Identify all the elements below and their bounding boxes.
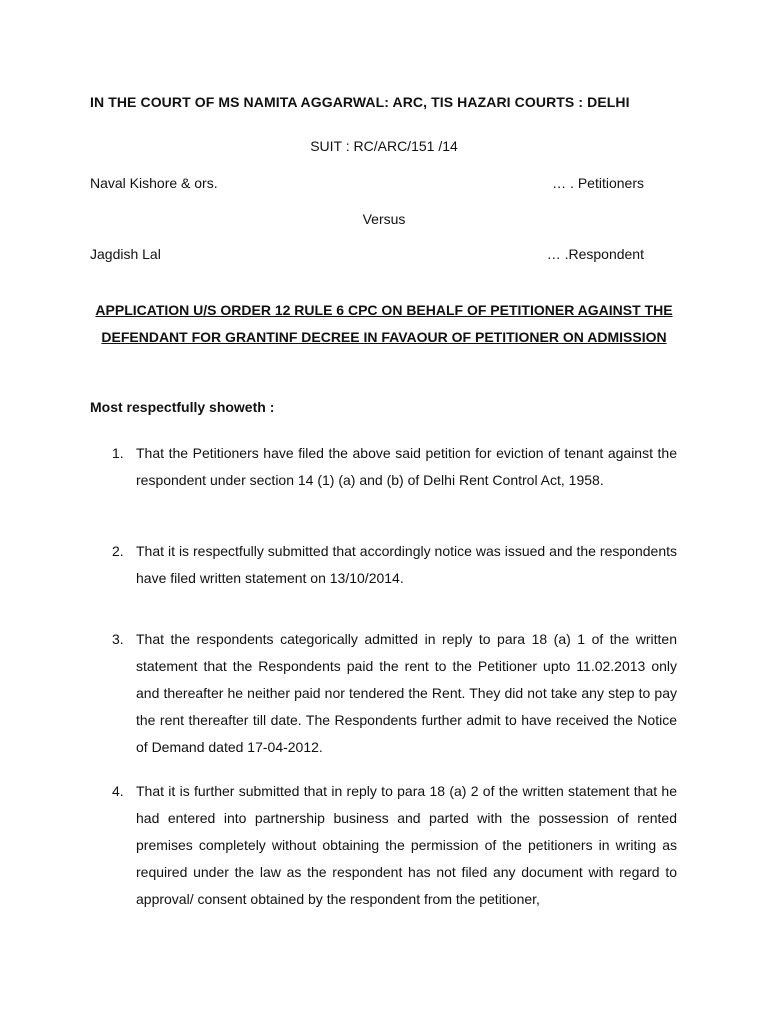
paragraph-2	[112, 538, 677, 592]
respondent-name: Jagdish Lal	[90, 246, 161, 262]
paragraph-text: That the Petitioners have filed the above said petition for eviction of tenant against the respondent under section 14 (1) (a) and (b) of Delhi Rent Control Act, 1958.	[136, 445, 677, 488]
respondent-line	[90, 246, 644, 262]
paragraph-1	[112, 440, 677, 494]
petitioners-name: Naval Kishore & ors.	[90, 175, 218, 191]
paragraph-number: 1.	[112, 445, 124, 461]
paragraph-3	[112, 626, 677, 761]
suit-number: SUIT : RC/ARC/151 /14	[310, 138, 458, 154]
respondent-role: … .Respondent	[546, 246, 644, 262]
court-heading: IN THE COURT OF MS NAMITA AGGARWAL: ARC, TIS HAZARI COURTS : DELHI	[90, 94, 630, 110]
petitioners-line	[90, 175, 644, 191]
petitioners-role: … . Petitioners	[552, 175, 644, 191]
paragraph-number: 2.	[112, 543, 124, 559]
paragraph-text: That the respondents categorically admitted in reply to para 18 (a) 1 of the written statement that the Respondents paid the rent to the Petitioner upto 11.02.2013 only and thereafter he neither paid nor tendered the Rent. They did not take any step to pay the rent thereafter till date. The Respondents further admit to have received the Notice of Demand dated 17-04-2012.	[136, 631, 677, 755]
paragraph-4	[112, 778, 677, 913]
salutation: Most respectfully showeth :	[90, 399, 275, 415]
paragraph-number: 3.	[112, 631, 124, 647]
paragraph-text: That it is respectfully submitted that accordingly notice was issued and the respondents have filed written statement on 13/10/2014.	[136, 543, 677, 586]
paragraph-text: That it is further submitted that in reply to para 18 (a) 2 of the written statement that he had entered into partnership business and parted with the possession of rented premises completely without obtaining the permission of the petitioners in writing as required under the law as the respondent has not filed any document with regard to approval/ consent obtained by the respondent from the petitioner,	[136, 783, 677, 907]
paragraph-number: 4.	[112, 783, 124, 799]
application-title: APPLICATION U/S ORDER 12 RULE 6 CPC ON BEHALF OF PETITIONER AGAINST THE DEFENDANT FOR GRANTINF DECREE IN FAVAOUR OF PETITIONER ON ADMISSION	[95, 302, 673, 345]
versus-label: Versus	[362, 211, 406, 227]
